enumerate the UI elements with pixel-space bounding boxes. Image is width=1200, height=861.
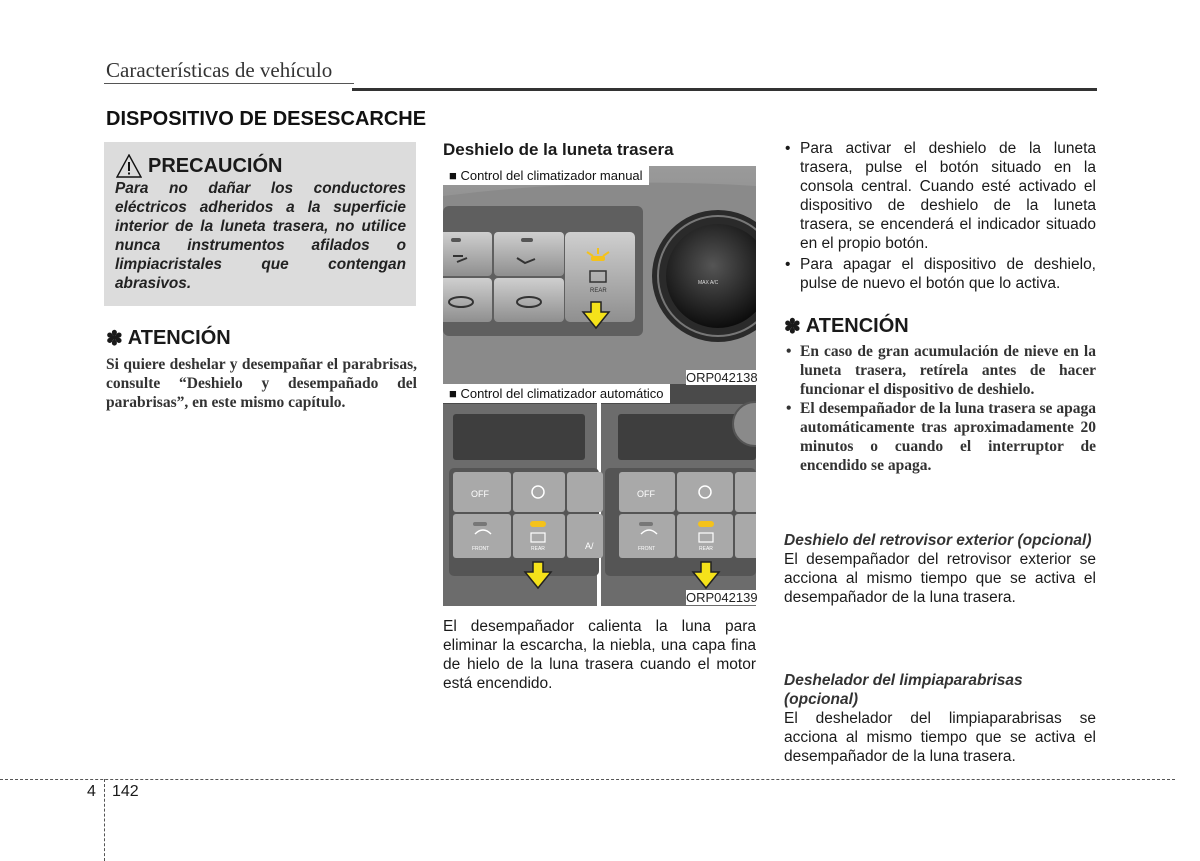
notice-star-icon: ✽ [106, 328, 123, 350]
caution-title: PRECAUCIÓN [148, 154, 283, 177]
subsection-heading: Deshelador del limpiaparabrisas (opcional) [784, 672, 1023, 708]
rear-button-label: REAR [531, 546, 545, 552]
footer-divider [0, 779, 1175, 780]
footer-vertical-divider [104, 779, 105, 861]
page-number: 142 [112, 783, 139, 800]
rear-button-label: REAR [590, 288, 607, 294]
subsection-mirror-defroster [784, 531, 1096, 607]
header-rule [352, 88, 1097, 91]
front-button-label: FRONT [472, 546, 490, 552]
section-title: DISPOSITIVO DE DESESCARCHE [106, 108, 427, 130]
notice-box-2 [784, 314, 1096, 475]
body-paragraph: El desempañador del retrovisor exterior se acciona al mismo tiempo que se activa el desempañador de la luna trasera. [784, 551, 1096, 606]
subsection-wiper-deicer [784, 671, 1096, 766]
caution-text: Para no dañar los conductores eléctricos adheridos a la superficie interior de la luneta trasera, no utilice nunca instrumentos afilados o limpiacristales que contengan abrasivos. [115, 180, 406, 292]
warning-triangle-icon [116, 154, 142, 178]
off-button-label: OFF [471, 489, 489, 499]
figure-caption: ■ Control del climatizador manual [443, 166, 649, 185]
figure-automatic-climate-control [443, 384, 756, 606]
off-button-label: OFF [637, 489, 655, 499]
subsection-heading: Deshielo de la luneta trasera [443, 140, 674, 159]
bullet-list [784, 139, 1096, 295]
notice-text: Si quiere deshelar y desempañar el parabrisas, consulte “Deshielo y desempañado del parabrisas”, en este mismo capítulo. [106, 356, 417, 411]
body-paragraph: El deshelador del limpiaparabrisas se acciona al mismo tiempo que se activa el desempañador de la luna trasera. [784, 710, 1096, 765]
figure-code: ORP042139 [686, 590, 758, 605]
automatic-control-illustration [443, 384, 756, 606]
body-paragraph: El desempañador calienta la luna para eliminar la escarcha, la niebla, una capa fina de hielo de la luna trasera cuando el motor está encendido. [443, 618, 756, 692]
ac-button-label: A/ [585, 541, 594, 551]
notice-box-1 [106, 326, 417, 412]
chapter-number: 4 [87, 783, 96, 800]
list-item: • Para activar el deshielo de la luneta trasera, pulse el botón situado en la consola central. Cuando esté activado el dispositivo de deshielo de la luneta trasera, se encenderá el indicador situado en el propio botón. [784, 139, 1096, 253]
notice-title: ATENCIÓN [127, 327, 231, 349]
caution-header [116, 154, 406, 178]
list-item: • En caso de gran acumulación de nieve en la luneta trasera, retírela antes de hacer funcionar el dispositivo de deshielo. [784, 342, 1096, 399]
figure-caption: ■ Control del climatizador automático [443, 384, 670, 403]
max-ac-label: MAX A/C [698, 280, 719, 286]
notice-star-icon: ✽ [784, 316, 801, 338]
list-item: • El desempañador de la luna trasera se apaga automáticamente tras aproximadamente 20 minutos o cuando el interruptor de encendido se apaga. [784, 399, 1096, 475]
manual-control-illustration [443, 166, 756, 386]
figure-manual-climate-control [443, 166, 756, 386]
front-button-label: FRONT [638, 546, 656, 552]
list-item: • Para apagar el dispositivo de deshielo, pulse de nuevo el botón que lo activa. [784, 255, 1096, 293]
notice-title: ATENCIÓN [805, 315, 909, 337]
caution-box [104, 142, 416, 306]
subsection-heading: Deshielo del retrovisor exterior (opcional) [784, 532, 1092, 549]
figure-code: ORP042138 [686, 370, 758, 385]
page-header-title: Características de vehículo [106, 58, 333, 82]
rear-button-label: REAR [699, 546, 713, 552]
header-underline [104, 83, 354, 84]
